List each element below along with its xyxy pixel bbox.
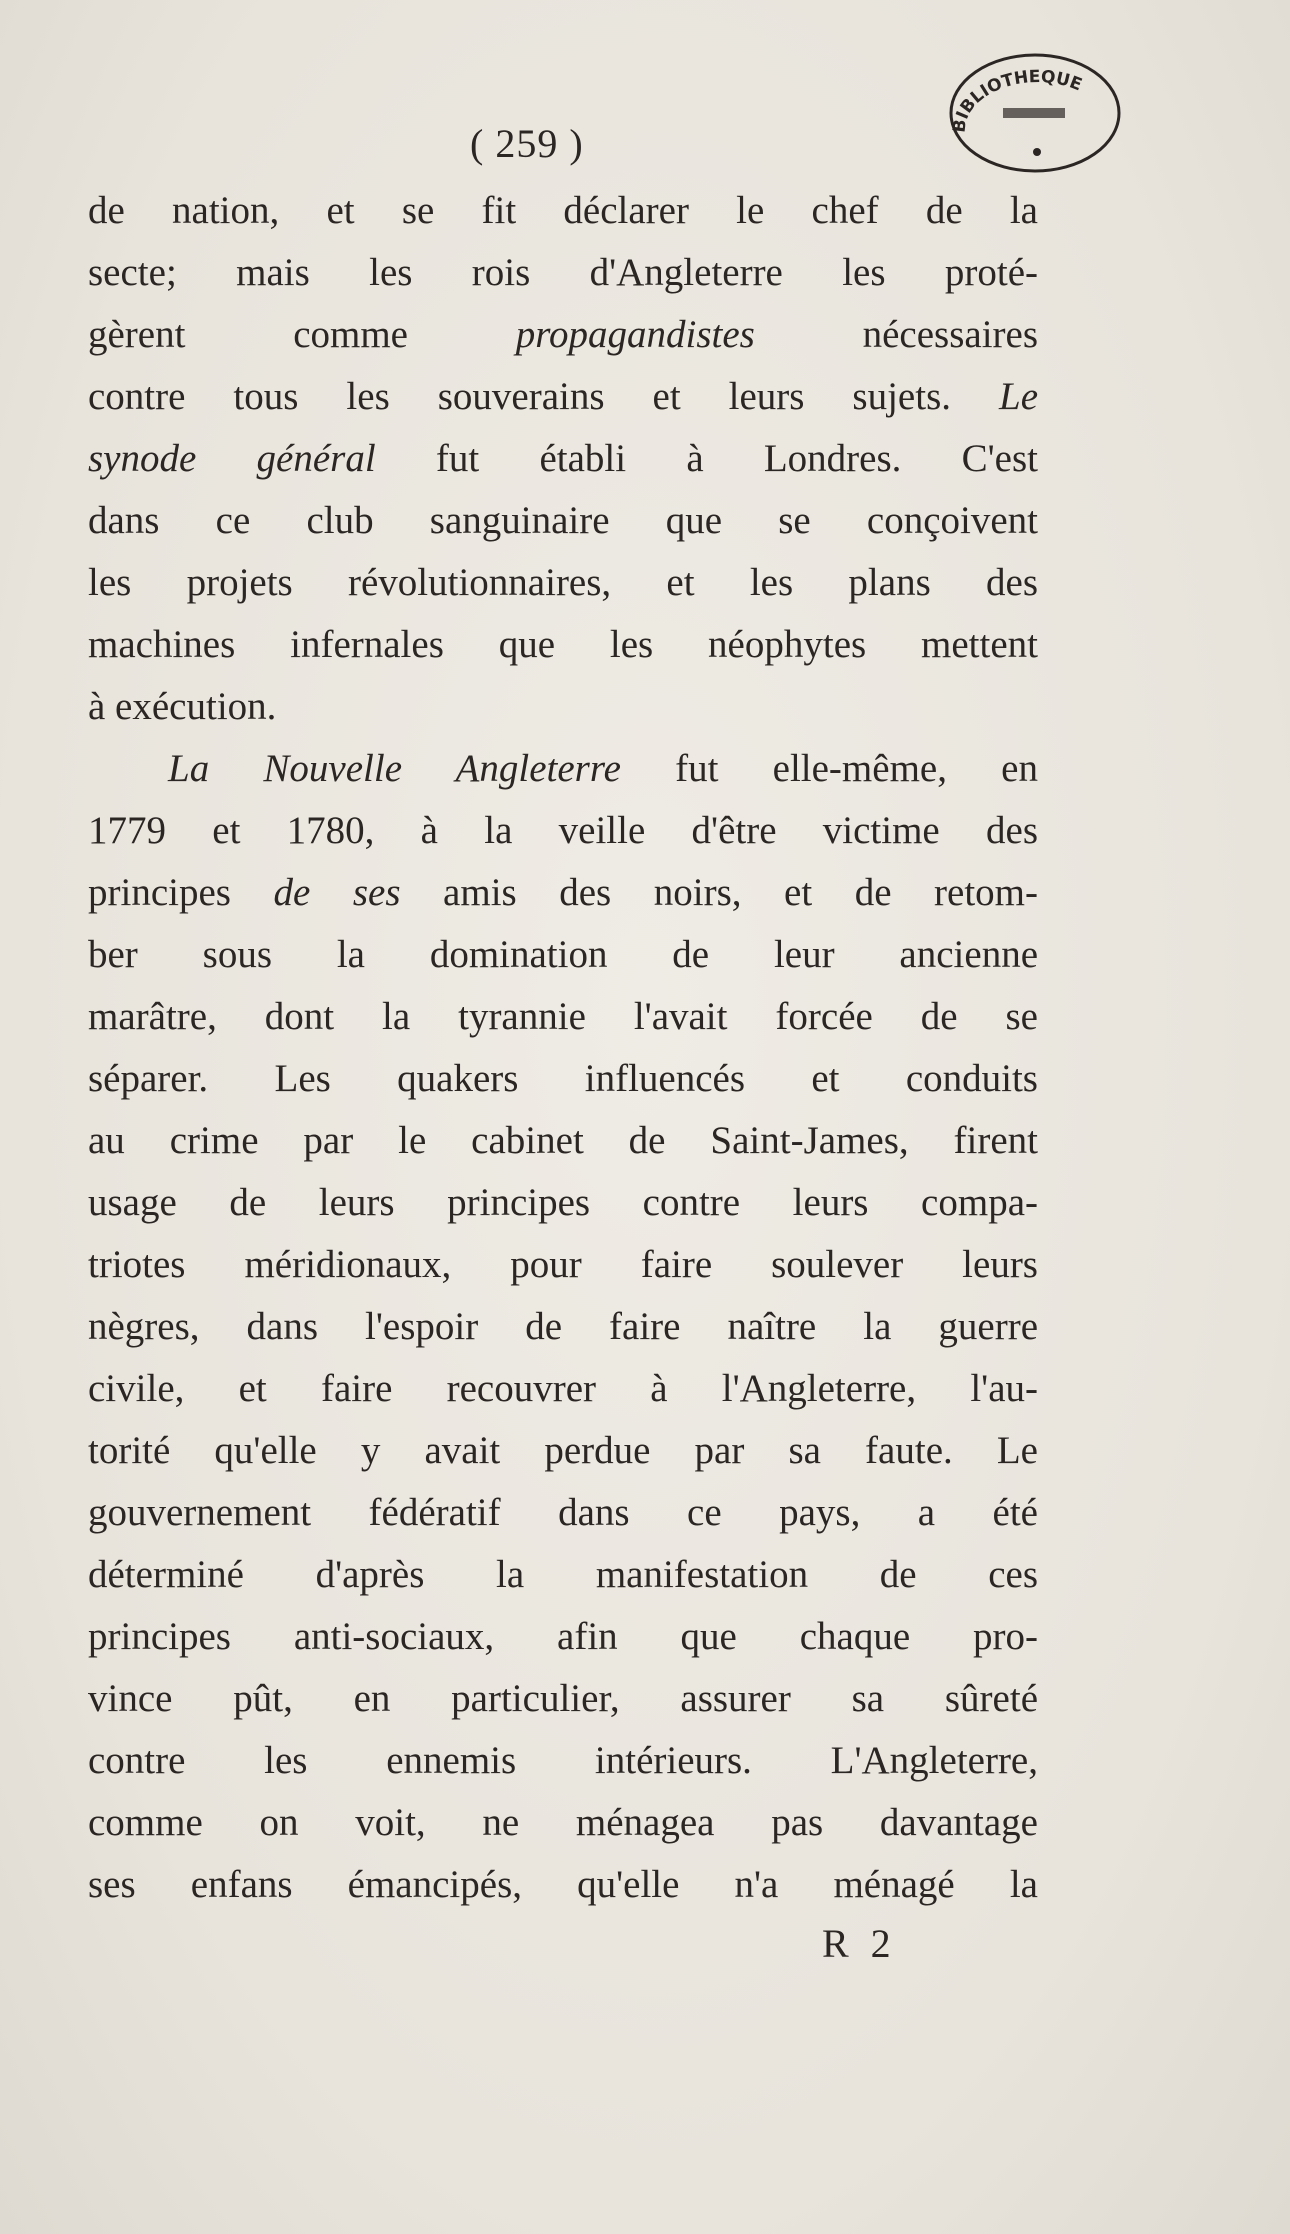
text-line: [88, 1730, 1038, 1792]
text-segment: dans ce club sanguinaire que se conçoivent: [88, 499, 1038, 542]
text-segment: nécessaires: [754, 313, 1039, 356]
text-line: [88, 1358, 1038, 1420]
page-number: ( 259 ): [470, 121, 584, 166]
text-line: [88, 676, 1038, 738]
text-segment: séparer. Les quakers influencés et conduits: [88, 1057, 1038, 1100]
text-line: [88, 1606, 1038, 1668]
text-segment: contre les ennemis intérieurs. L'Angleterre,: [88, 1739, 1038, 1782]
library-stamp: [945, 48, 1125, 178]
text-segment: de nation, et se fit déclarer le chef de la: [88, 189, 1038, 232]
text-segment: à exécution.: [88, 685, 277, 728]
text-segment: contre tous les souverains et leurs sujets.: [88, 375, 999, 418]
text-line: [88, 862, 1038, 924]
text-segment: fut établi à Londres. C'est: [375, 437, 1038, 480]
text-line: [88, 1420, 1038, 1482]
text-line: [88, 1110, 1038, 1172]
text-segment: 1779 et 1780, à la veille d'être victime des: [88, 809, 1038, 852]
text-line: [88, 366, 1038, 428]
text-line: [88, 304, 1038, 366]
text-line: [88, 800, 1038, 862]
text-segment: gouvernement fédératif dans ce pays, a été: [88, 1491, 1038, 1534]
text-line: [88, 986, 1038, 1048]
italic-text: La Nouvelle Angleterre: [168, 747, 621, 790]
text-line: [88, 614, 1038, 676]
text-line: [88, 1668, 1038, 1730]
text-segment: gèrent comme: [88, 313, 516, 356]
text-line: [88, 924, 1038, 986]
text-segment: ber sous la domination de leur ancienne: [88, 933, 1038, 976]
text-line: [88, 490, 1038, 552]
signature-mark: R 2: [822, 1921, 897, 1966]
text-segment: ses enfans émancipés, qu'elle n'a ménagé la: [88, 1863, 1038, 1906]
text-segment: déterminé d'après la manifestation de ces: [88, 1553, 1038, 1596]
text-line: [88, 1854, 1038, 1916]
text-segment: amis des noirs, et de retom-: [400, 871, 1038, 914]
text-segment: usage de leurs principes contre leurs compa-: [88, 1181, 1038, 1224]
text-segment: comme on voit, ne ménagea pas davantage: [88, 1801, 1038, 1844]
text-line: [88, 1048, 1038, 1110]
text-line: [88, 552, 1038, 614]
text-segment: torité qu'elle y avait perdue par sa faute. Le: [88, 1429, 1038, 1472]
text-segment: nègres, dans l'espoir de faire naître la guerre: [88, 1305, 1038, 1348]
text-line: [88, 428, 1038, 490]
text-segment: fut elle-même, en: [620, 747, 1038, 790]
italic-text: synode général: [88, 437, 376, 480]
text-line: [88, 180, 1038, 242]
text-segment: marâtre, dont la tyrannie l'avait forcée de se: [88, 995, 1038, 1038]
text-segment: principes anti-sociaux, afin que chaque pro-: [88, 1615, 1038, 1658]
svg-text:BIBLIOTHEQUE: BIBLIOTHEQUE: [949, 66, 1085, 134]
text-segment: les projets révolutionnaires, et les plans des: [88, 561, 1038, 604]
text-line: [88, 1172, 1038, 1234]
text-segment: principes: [88, 871, 274, 914]
italic-text: de ses: [273, 871, 401, 914]
italic-text: Le: [999, 375, 1038, 418]
text-segment: vince pût, en particulier, assurer sa sûreté: [88, 1677, 1038, 1720]
text-line: [88, 242, 1038, 304]
text-segment: triotes méridionaux, pour faire soulever leurs: [88, 1243, 1038, 1286]
italic-text: propagandistes: [515, 313, 755, 356]
text-segment: civile, et faire recouvrer à l'Angleterre, l'au-: [88, 1367, 1038, 1410]
text-line: [88, 1544, 1038, 1606]
text-segment: secte; mais les rois d'Angleterre les proté-: [88, 251, 1038, 294]
text-segment: au crime par le cabinet de Saint-James, firent: [88, 1119, 1038, 1162]
text-line: [88, 1792, 1038, 1854]
text-line: [88, 1482, 1038, 1544]
text-segment: machines infernales que les néophytes mettent: [88, 623, 1038, 666]
text-line: [88, 1234, 1038, 1296]
text-line: [88, 738, 1038, 800]
page-text: [88, 180, 1038, 1916]
text-line: [88, 1296, 1038, 1358]
